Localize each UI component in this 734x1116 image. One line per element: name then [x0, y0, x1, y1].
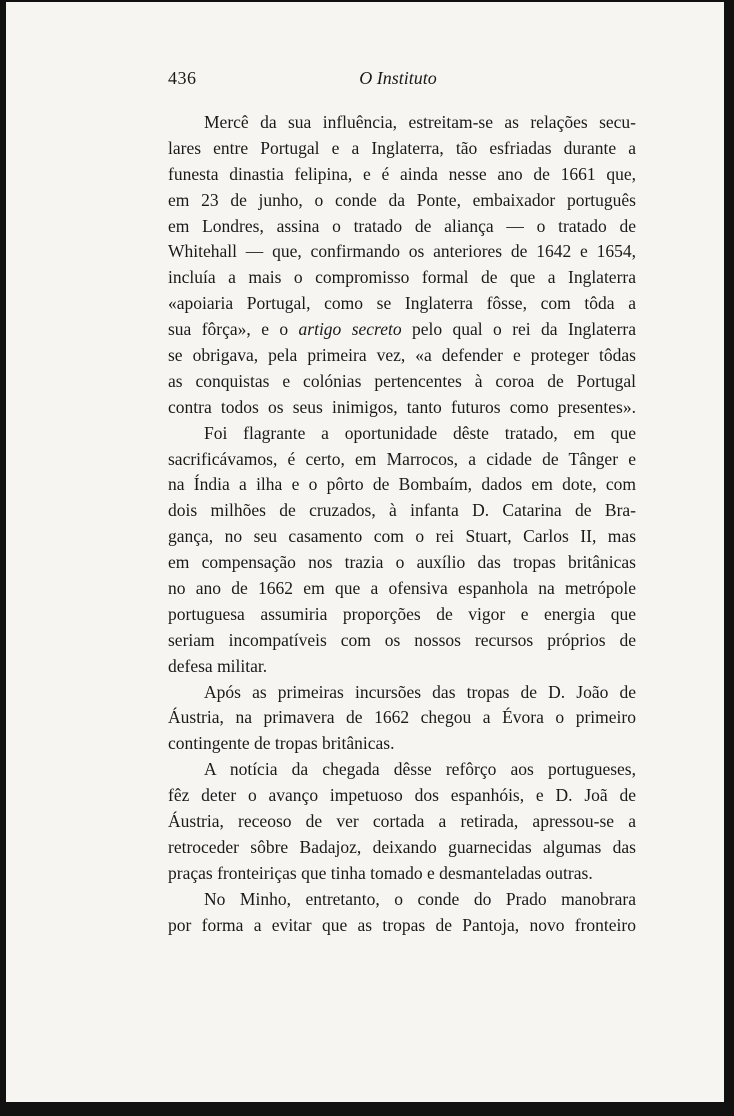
text-line: No Minho, entretanto, o conde do Prado manobrara: [204, 888, 636, 909]
text-line: no ano de 1662 em que a ofensiva espanhola na metrópole: [168, 578, 636, 599]
text-line: em 23 de junho, o conde da Ponte, embaixador português: [168, 189, 636, 210]
text-line: sua fôrça», e o artigo secreto pelo qual o rei da Inglaterra: [168, 319, 636, 340]
text-line: fêz deter o avanço impetuoso dos espanhóis, e D. Joã de: [168, 785, 636, 806]
text-line: lares entre Portugal e a Inglaterra, tão esfriadas durante a: [168, 137, 636, 158]
text-line: gança, no seu casamento com o rei Stuart, Carlos II, mas: [168, 526, 636, 547]
text-line: Áustria, na primavera de 1662 chegou a Évora o primeiro: [168, 707, 636, 728]
text-line: por forma a evitar que as tropas de Pantoja, novo fronteiro: [168, 914, 636, 935]
text-line: contra todos os seus inimigos, tanto futuros como presentes».: [168, 396, 636, 417]
page-number: 436: [168, 68, 197, 88]
text-line: defesa militar.: [168, 655, 268, 676]
text-line: em compensação nos trazia o auxílio das tropas britânicas: [168, 552, 636, 573]
text-line: se obrigava, pela primeira vez, «a defender e proteger tôdas: [168, 345, 636, 366]
text-line: A notícia da chegada dêsse refôrço aos portugueses,: [204, 759, 636, 780]
text-line: Áustria, receoso de ver cortada a retirada, apressou-se a: [168, 811, 636, 832]
text-line: Foi flagrante a oportunidade dêste tratado, em que: [204, 422, 636, 443]
text-line: seriam incompatíveis com os nossos recursos próprios de: [168, 629, 636, 650]
text-line: Whitehall — que, confirmando os anteriores de 1642 e 1654,: [168, 241, 636, 262]
text-line: Após as primeiras incursões das tropas de D. João de: [204, 681, 636, 702]
text-line: na Índia a ilha e o pôrto de Bombaím, dados em dote, com: [168, 474, 636, 495]
text-line: contingente de tropas britânicas.: [168, 733, 395, 754]
text-line: Mercê da sua influência, estreitam-se as relações secu-: [204, 112, 636, 132]
paragraph: [168, 887, 636, 939]
body-text: [168, 110, 636, 939]
text-line: dois milhões de cruzados, à infanta D. Catarina de Bra-: [168, 500, 636, 521]
text-line: sacrificávamos, é certo, em Marrocos, a cidade de Tânger e: [168, 448, 636, 469]
text-line: em Londres, assina o tratado de aliança — o tratado de: [168, 215, 636, 236]
running-title: O Instituto: [359, 68, 437, 88]
text-line: funesta dinastia felipina, e é ainda nesse ano de 1661 que,: [168, 163, 636, 184]
paragraph: [168, 421, 636, 680]
text-line: praças fronteiriças que tinha tomado e desmanteladas outras.: [168, 862, 593, 883]
paragraph: [168, 110, 636, 421]
text-line: «apoiaria Portugal, como se Inglaterra fôsse, com tôda a: [168, 293, 636, 314]
page-header: [168, 68, 636, 92]
text-line: as conquistas e colónias pertencentes à coroa de Portugal: [168, 370, 636, 391]
paragraph: [168, 680, 636, 758]
text-line: portuguesa assumiria proporções de vigor e energia que: [168, 603, 636, 624]
text-line: incluía a mais o compromisso formal de que a Inglaterra: [168, 267, 636, 288]
paragraph: [168, 757, 636, 886]
text-line: retroceder sôbre Badajoz, deixando guarnecidas algumas das: [168, 836, 636, 857]
